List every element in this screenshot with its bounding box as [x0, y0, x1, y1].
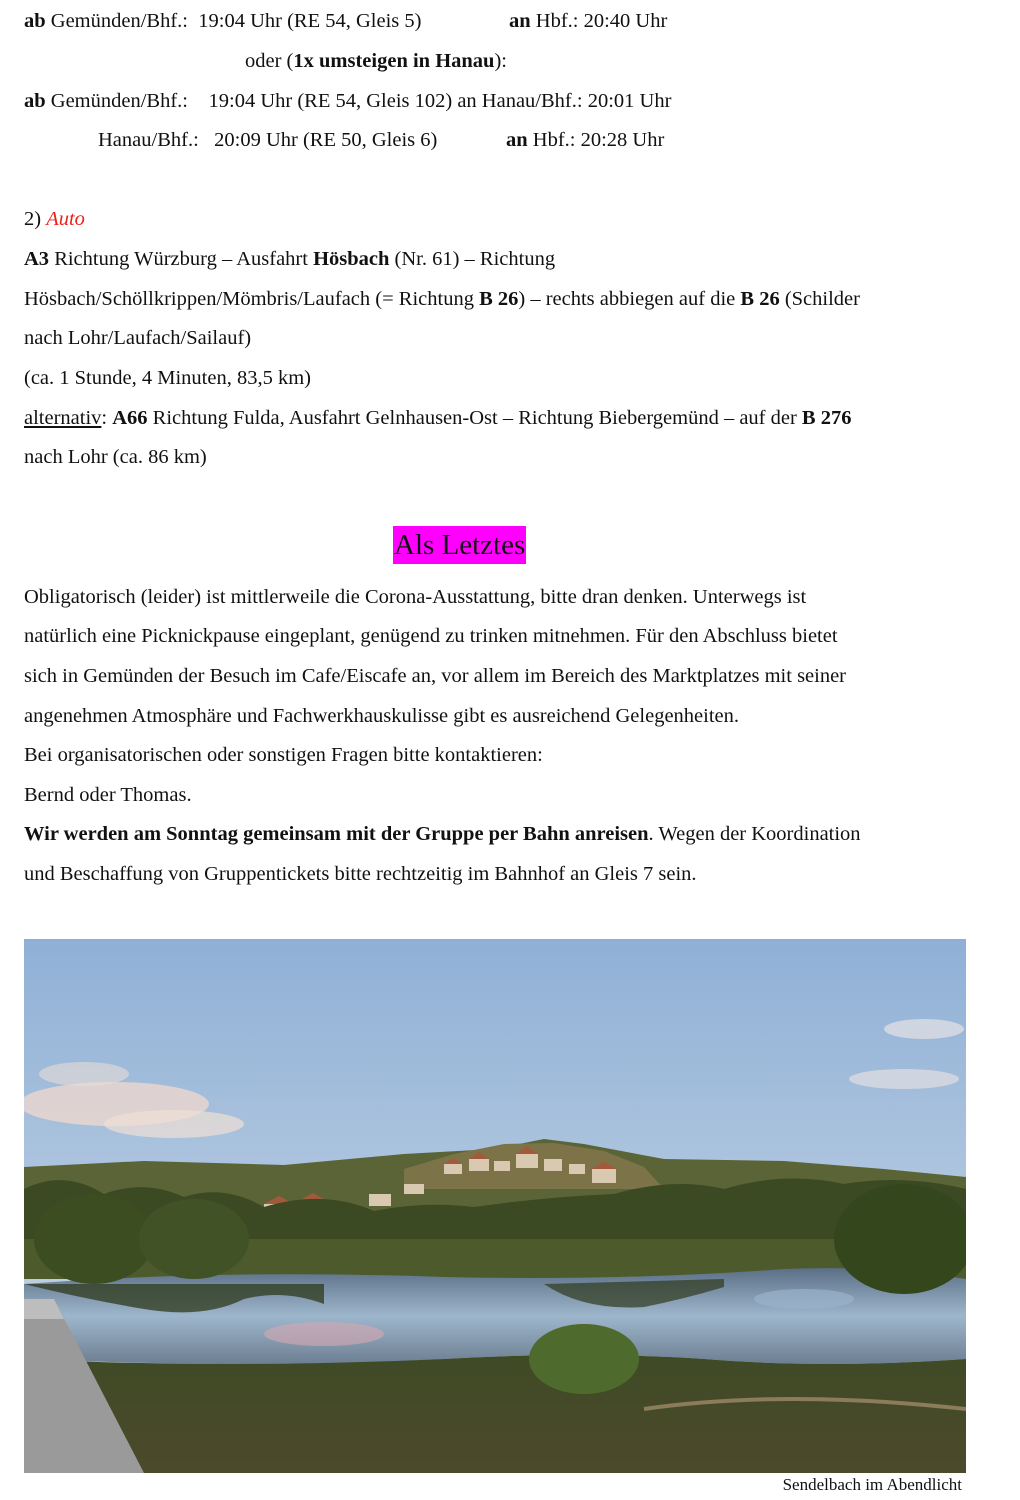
- alternativ-label: alternativ: [24, 407, 102, 429]
- auto-line-5: alternativ: A66 Richtung Fulda, Ausfahrt Gelnhausen-Ost – Richtung Biebergemünd – auf der B 276: [24, 407, 852, 429]
- auto-label: Auto: [46, 208, 85, 230]
- body-line-7: Wir werden am Sonntag gemeinsam mit der Gruppe per Bahn anreisen. Wegen der Koordination: [24, 823, 861, 845]
- body-line-3: sich in Gemünden der Besuch im Cafe/Eiscafe an, vor allem im Bereich des Marktplatzes mit seiner: [24, 665, 847, 687]
- landscape-photo: [24, 939, 966, 1473]
- train-line-1-arrival: an Hbf.: 20:40 Uhr: [509, 10, 668, 32]
- train-line-4-arrival: an Hbf.: 20:28 Uhr: [506, 129, 665, 151]
- body-line-2: natürlich eine Picknickpause eingeplant, genügend zu trinken mitnehmen. Für den Abschluss bietet: [24, 625, 838, 647]
- train-line-2: oder (1x umsteigen in Hanau):: [245, 50, 507, 72]
- auto-line-4: (ca. 1 Stunde, 4 Minuten, 83,5 km): [24, 367, 311, 389]
- auto-heading: 2) Auto: [24, 208, 85, 230]
- body-line-8: und Beschaffung von Gruppentickets bitte rechtzeitig im Bahnhof an Gleis 7 sein.: [24, 863, 697, 885]
- photo-caption: Sendelbach im Abendlicht: [782, 1475, 962, 1494]
- body-line-4: angenehmen Atmosphäre und Fachwerkhauskulisse gibt es ausreichend Gelegenheiten.: [24, 705, 740, 727]
- body-line-1: Obligatorisch (leider) ist mittlerweile die Corona-Ausstattung, bitte dran denken. Unterwegs ist: [24, 586, 807, 608]
- auto-line-2: Hösbach/Schöllkrippen/Mömbris/Laufach (= Richtung B 26) – rechts abbiegen auf die B 26 (Schilder: [24, 288, 860, 310]
- auto-line-1: A3 Richtung Würzburg – Ausfahrt Hösbach (Nr. 61) – Richtung: [24, 248, 556, 270]
- body-line-6: Bernd oder Thomas.: [24, 784, 192, 806]
- train-line-4: Hanau/Bhf.: 20:09 Uhr (RE 50, Gleis 6): [98, 129, 438, 151]
- body-line-5: Bei organisatorischen oder sonstigen Fragen bitte kontaktieren:: [24, 744, 543, 766]
- auto-line-6: nach Lohr (ca. 86 km): [24, 446, 207, 468]
- train-line-1: ab Gemünden/Bhf.: 19:04 Uhr (RE 54, Gleis 5): [24, 10, 422, 32]
- auto-line-3: nach Lohr/Laufach/Sailauf): [24, 327, 252, 349]
- train-line-3: ab Gemünden/Bhf.: 19:04 Uhr (RE 54, Gleis 102) an Hanau/Bhf.: 20:01 Uhr: [24, 90, 672, 112]
- section-heading: Als Letztes: [393, 526, 526, 564]
